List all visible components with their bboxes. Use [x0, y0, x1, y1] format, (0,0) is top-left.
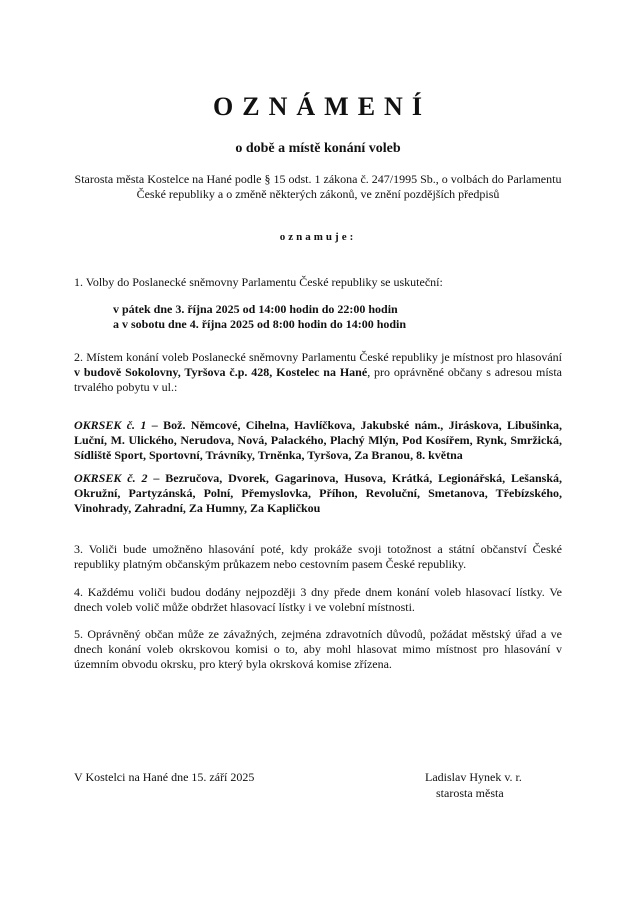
district-2-streets: Bezručova, Dvorek, Gagarinova, Husova, Krátká, Legionářská, Lešanská, Okružní, Partyzánská, Polní, Přemyslovka, Příhon, Revoluční, Smetanova, Třebízského, Vinohrady, Zahradní, Za Humny, Za Kapličkou	[74, 471, 562, 515]
item-5-paragraph: 5. Oprávněný občan může ze závažných, zejména zdravotních důvodů, požádat městský úřad a ve dnech konání voleb okrskovou komisi o to, aby mohl hlasovat mimo místnost pro hlasování v územním obvodu okrsku, pro který byla okrsková komise zřízena.	[74, 627, 562, 671]
district-1-streets: Bož. Němcové, Cihelna, Havlíčkova, Jakubské nám., Jiráskova, Libušinka, Luční, M. Ulického, Nerudova, Nová, Palackého, Plachý Mlýn, Pod Kosířem, Rynk, Smržická, Sídliště Sport, Sportovní, Trávníky, Trněnka, Tyršova, Za Branou, 8. května	[74, 418, 563, 462]
district-2-label: OKRSEK č. 2	[74, 471, 148, 485]
signature-place-date: V Kostelci na Hané dne 15. září 2025	[74, 770, 255, 784]
item-3-paragraph: 3. Voliči bude umožněno hlasování poté, kdy prokáže svoji totožnost a státní občanství České republiky platným občanským průkazem nebo cestovním pasem České republiky.	[74, 542, 562, 571]
election-date-saturday: a v sobotu dne 4. října 2025 od 8:00 hodin do 14:00 hodin	[113, 317, 407, 331]
item-2-tail: , pro oprávněné občany s adresou místa trvalého pobytu v ul.:	[74, 365, 562, 394]
district-1-separator: –	[146, 418, 164, 432]
district-1	[74, 418, 562, 463]
polling-place: v budově Sokolovny, Tyršova č.p. 428, Kostelec na Hané	[74, 365, 368, 379]
item-4-paragraph: 4. Každému voliči budou dodány nejpozději 3 dny přede dnem konání voleb hlasovací lístky. Ve dnech voleb volič může obdržet hlasovací lístky i ve volební místnosti.	[74, 585, 562, 614]
district-1-label: OKRSEK č. 1	[74, 418, 147, 432]
document-subtitle: o době a místě konání voleb	[235, 141, 401, 156]
item-1-text: 1. Volby do Poslanecké sněmovny Parlamentu České republiky se uskuteční:	[74, 275, 443, 289]
announces-heading: oznamuje:	[279, 231, 357, 243]
election-dates	[113, 302, 553, 332]
document-intro: Starosta města Kostelce na Hané podle § 15 odst. 1 zákona č. 247/1995 Sb., o volbách do Parlamentu České republiky a o změně některých zákonů, ve znění pozdějších předpisů	[74, 172, 562, 201]
item-2-lead: 2. Místem konání voleb Poslanecké sněmovny Parlamentu České republiky je místnost pro hlasování	[74, 350, 562, 364]
signature-name: Ladislav Hynek v. r.	[425, 770, 522, 784]
district-2-separator: –	[147, 471, 166, 485]
item-2-paragraph	[74, 350, 562, 395]
signature-role: starosta města	[436, 786, 504, 800]
district-2	[74, 471, 562, 516]
document-title: OZNÁMENÍ	[213, 92, 431, 121]
election-date-friday: v pátek dne 3. října 2025 od 14:00 hodin do 22:00 hodin	[113, 302, 398, 316]
